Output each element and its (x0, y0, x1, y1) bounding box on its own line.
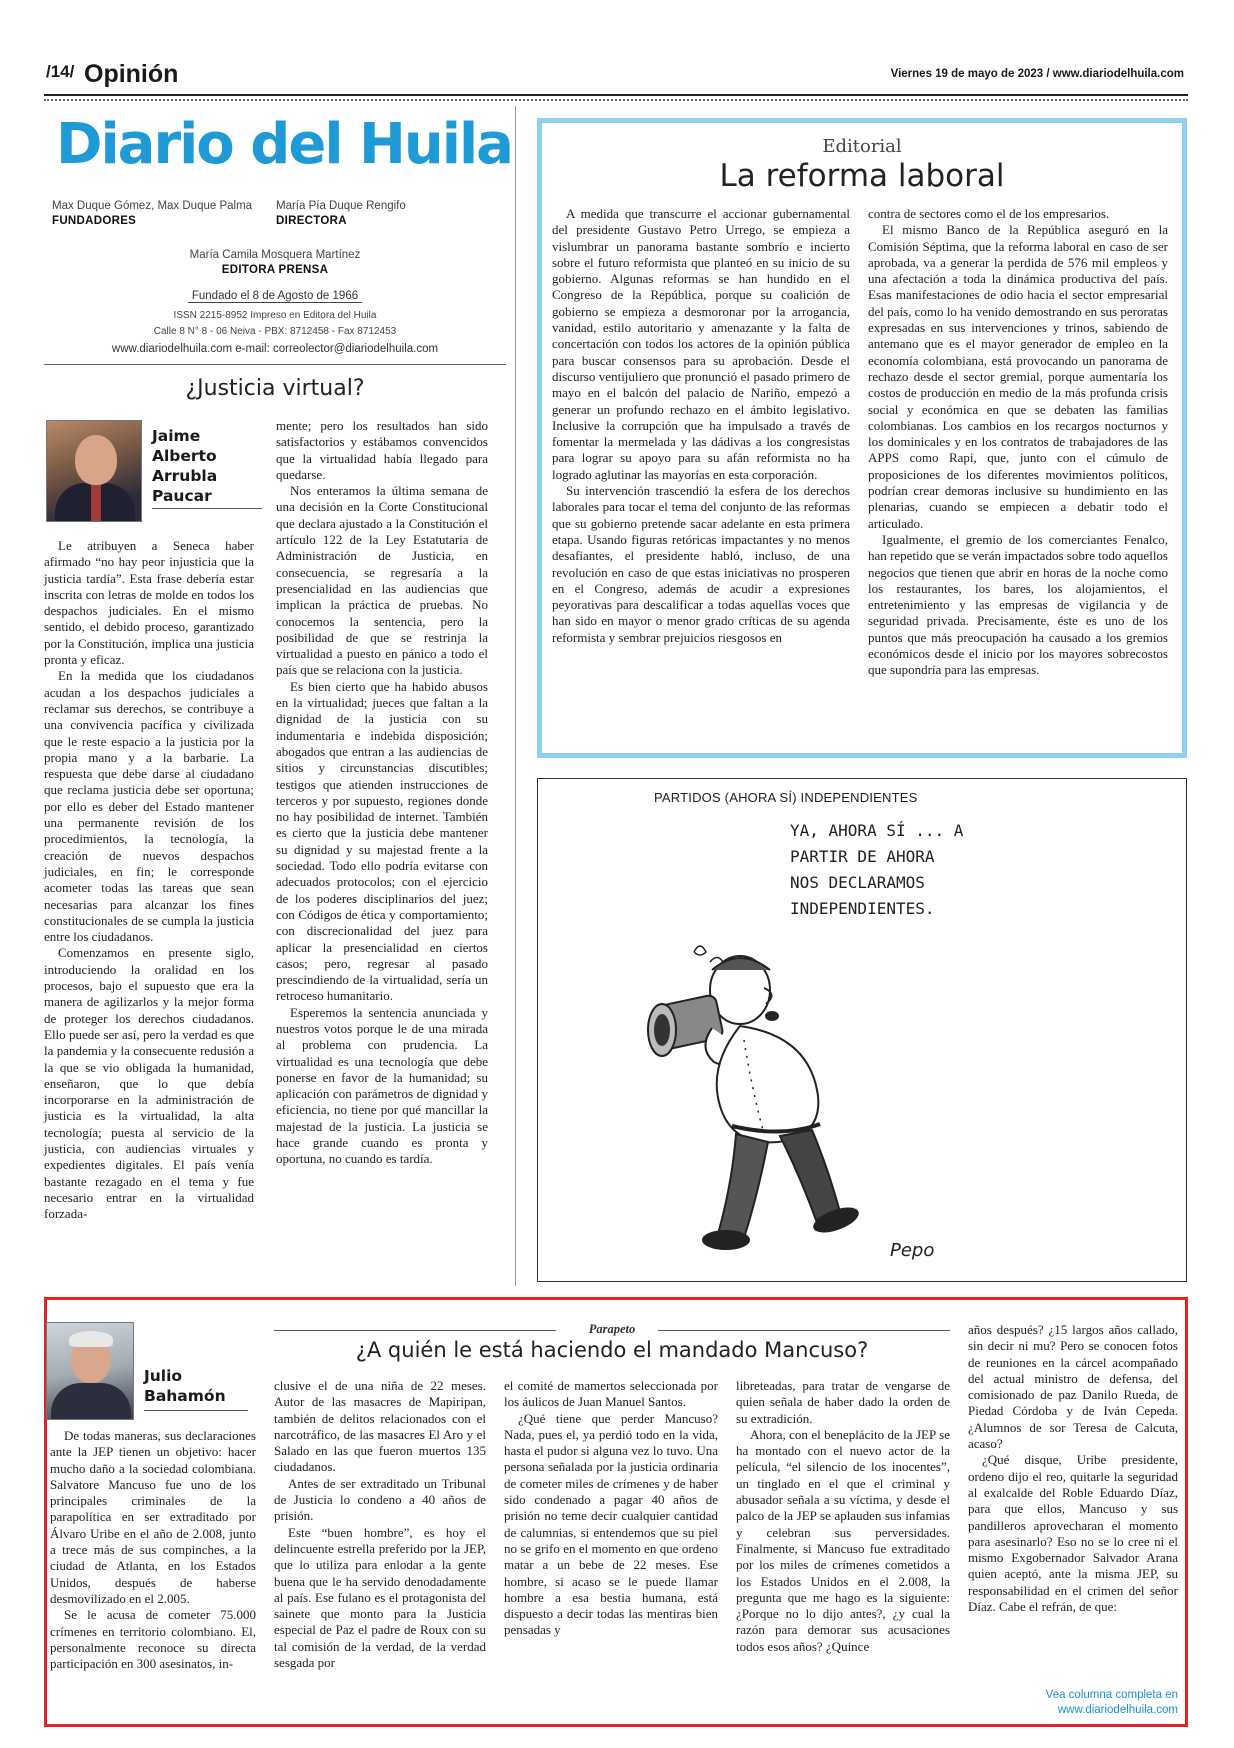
paragraph: libreteadas, para tratar de vengarse de quien señala de haber dado la orden de su extradición. (736, 1378, 950, 1426)
speech-line: YA, AHORA SÍ ... A (790, 821, 964, 840)
cartoon-signature: Pepo (890, 1240, 935, 1261)
parapeto-column-3 (504, 1378, 718, 1639)
editorial-title: La reforma laboral (719, 158, 1005, 194)
cartoon-illustration (640, 930, 970, 1270)
column-divider (515, 106, 516, 1286)
author-name-line: Alberto (152, 447, 217, 465)
paragraph: En la medida que los ciudadanos acudan a los despachos judiciales a reclamar sus derechos, se contribuye a una convivencia pacífica y civilizada que le reste espacio a la justicia por la propia mano y a la barbarie. La respuesta que debe darse al ciudadano que reclama justicia debe ser oportuna; por ello es deber del Estado mantener una permanente revisión de los procedimientos, la tecnología, la creación de nuevos despachos judiciales, en fin; le corresponde acometer todas las tareas que sean necesarias para alcanzar los fines constitucionales de se cumpla la justicia entre los ciudadanos. (44, 668, 254, 945)
address-line: Calle 8 N° 8 - 06 Neiva - PBX: 8712458 - Fax 8712453 (153, 326, 397, 337)
masthead-logo: Diario del Huila (56, 112, 512, 177)
director-role: DIRECTORA (276, 215, 347, 227)
editorial-column-2 (868, 206, 1168, 679)
article-column-2 (276, 418, 488, 1168)
paragraph: Nos enteramos la última semana de una decisión en la Corte Constitucional que declara ajustado a la Constitución el artículo 122 de la Ley Estatutaria de Administración de Justicia, en consecuencia, se regresaría a la presencialidad en las audiencias que implican la práctica de pruebas. No conocemos la sentencia, pero la posibilidad de que se restrinja la virtualidad a puesto en pánico a todo el país que se relaciona con la justicia. (276, 483, 488, 678)
speech-line: PARTIR DE AHORA (790, 847, 935, 866)
header-dotted-rule (44, 99, 1188, 101)
paragraph: años después? ¿15 largos años callado, sin decir ni mu? Pero se conocen fotos de reuniones en la cárcel acompañado del actual ministro de defensa, del comisionado de paz Danilo Rueda, de Piedad Córdoba y de Iván Cepeda. ¿Alumnos de sor Teresa de Calcuta, acaso? (968, 1322, 1178, 1452)
paragraph: El mismo Banco de la República aseguró en la Comisión Séptima, que la reforma laboral en caso de ser aprobada, va a generar la perdida de 576 mil empleos y una afectación a toda la dinámica productiva del país. Esas manifestaciones de odio hacia el sector empresarial del país, como lo ha venido demostrando en sus peroratas expresadas en sus intervenciones y trinos, sabiendo de antemano que es el mayor generador de empleo en la economía colombiana, está provocando un panorama de rechazo desde el sector gremial, porque aumentaría los costos de producción en medio de la más profunda crisis social y económica en que se debaten las familias colombianas. Los cambios en los recargos nocturnos y los dominicales y en los contratos de trabajadores de las APPS como Rapi, que, junto con el cúmulo de proposiciones de los diferentes movimientos políticos, podrían crear demoras inclusive su hundimiento en las plenarias, cuando se empiecen a debatir todo el articulado. (868, 222, 1168, 531)
author-name (144, 1366, 248, 1406)
author-name-line: Paucar (152, 487, 212, 505)
founders (52, 200, 262, 227)
paragraph: Es bien cierto que ha habido abusos en la virtualidad; jueces que faltan a la dignidad de la justicia con su indumentaria e indebida disposición; abogados que entran a las audiencias de sitios y circunstancias discutibles; testigos que atienden instrucciones de terceros y por supuesto, regiones donde no hay posibilidad de internet. También es cierto que la justicia debe mantener su dignidad y su majestad frente a la sociedad. Todo ello podría evitarse con adecuados protocolos; con el ejercicio de los poderes disciplinarios del juez; con Códigos de ética y comportamiento; con discrecionalidad del juez para aplicar la presencialidad en ciertos casos; pero, regresar al pasado prescindiendo de la virtualidad, sería un retroceso humanitario. (276, 678, 488, 1004)
header-rule (44, 94, 1188, 96)
speech-line: NOS DECLARAMOS (790, 873, 925, 892)
paragraph: A medida que transcurre el accionar gubernamental del presidente Gustavo Petro Urrego, se empieza a vislumbrar un panorama bastante sombrío e incierto sobre el futuro reformista que planteó en su inicio de su gobierno. Algunas reformas se han hundido en el Congreso de la República, porque su coalición de gobierno se empieza a desmoronar por la arrogancia, vanidad, estilo autoritario y amenazante y la falta de concertación con todos los actores de la opinión pública para buscar consensos para su aprobación. Desde el discurso ventijuliero que pronunció el pasado primero de mayo en el balcón del palacio de Nariño, empezó a generar un profundo rechazo en el ámbito legislativo. Inclusive la corrupción que ha impulsado a través de fomentar la mermelada y las dádivas a los congresistas para lograr su apoyo para su afán reformista no ha logrado aglutinar las mayorías en esta corporación. (552, 206, 850, 482)
paragraph: Igualmente, el gremio de los comerciantes Fenalco, han repetido que se verán impactados sobre todo aquellos negocios que tienen que abrir en horas de la noche como los restaurantes, los bares, los alojamientos, el entretenimiento y las empresas de vigilancia y de seguridad privada. Precisamente, éste es uno de los puntos que más preocupación ha causado a los gremios económicos desde el inicio por los mayores sobrecostos que supondría para las empresas. (868, 531, 1168, 678)
author-name-line: Bahamón (144, 1387, 226, 1405)
director-name: María Pía Duque Rengifo (276, 200, 406, 212)
author-photo (46, 1322, 134, 1420)
paragraph: ¿Qué tiene que perder Mancuso? Nada, pues el, ya perdió todo en la vida, hasta el pudor si alguna vez lo tuvo. Una persona señalada por la justicia ordinaria de cometer miles de crímenes y de haber sido condenado a pagar 40 años de prisión no teme decir cualquier cantidad de calumnias, si entendemos que su piel no se grifo en el momento en que ordeno matar a un bebe de 22 meses. Ese hombre, si acaso se le puede llamar hombre a esa bestia humana, está dispuesto a decir todas las mentiras bien pensadas y (504, 1410, 718, 1638)
article-column-1 (44, 538, 254, 1222)
director (276, 200, 476, 227)
column-label: Parapeto (588, 1322, 636, 1336)
founders-names: Max Duque Gómez, Max Duque Palma (52, 200, 253, 212)
author-rule (152, 508, 262, 509)
paragraph: clusive el de una niña de 22 meses. Autor de las masacres de Mapiripan, también de delitos relacionados con el narcotráfico, de las masacres El Aro y el Salado en las que fueron muertos 135 ciudadanos. (274, 1378, 486, 1475)
paragraph: Le atribuyen a Seneca haber afirmado “no hay peor injusticia que la justicia tardía”. Esta frase debería estar inscrita con letras de molde en todos los despachos judiciales. En el mismo sentido, el debido proceso, garantizado por la Constitución, implica una justicia pronta y eficaz. (44, 538, 254, 668)
paragraph: ¿Qué disque, Uribe presidente, ordeno dijo el reo, quitarle la seguridad al exalcalde del Roble Eduardo Díaz, para que ellos, Mancuso y sus pandilleros aprovecharan el momento para asesinarlo? Eso no se lo cree ni el mismo Exgobernador Salvador Arana quien aceptó, ante la misma JEP, su responsabilidad en el crimen del señor Díaz. Cabe el refrán, de que: (968, 1452, 1178, 1615)
author-photo (46, 420, 142, 522)
paragraph: mente; pero los resultados han sido satisfactorios y estábamos convencidos que la virtualidad había llegado para quedarse. (276, 418, 488, 482)
read-more-url[interactable]: www.diariodelhuila.com (1057, 1704, 1178, 1716)
dateline: Viernes 19 de mayo de 2023 / www.diariodelhuila.com (890, 68, 1184, 80)
editorial-label: Editorial (822, 136, 902, 157)
paragraph: Antes de ser extraditado un Tribunal de Justicia lo condeno a 40 años de prisión. (274, 1475, 486, 1524)
author-name-line: Arrubla (152, 467, 218, 485)
issn-line: ISSN 2215-8952 Impreso en Editora del Huila (173, 310, 377, 321)
paragraph: Se le acusa de cometer 75.000 crímenes en territorio colombiano. El, personalmente reconoce su directa participación en 300 asesinatos, in- (50, 1607, 256, 1672)
cartoon-speech (790, 818, 1030, 922)
imprint (44, 308, 506, 340)
masthead-rule (44, 364, 506, 365)
paragraph: contra de sectores como el de los empresarios. (868, 206, 1110, 221)
page-number: /14/ (46, 62, 75, 81)
editor-name: María Camila Mosquera Martínez (189, 249, 361, 261)
paragraph: Ahora, con el beneplácito de la JEP se ha montado con el nuevo actor de la película, “el silencio de los inocentes”, un tinglado en el que el criminal y abusador señala a su víctima, y desde el palco de la JEP se aplauden sus infamias y celebran sus perversidades. Finalmente, si Mancuso fue extraditado por los miles de crímenes cometidos a los Estados Unidos en el 2.008, la pregunta que me hago es la siguiente: ¿Porque no lo dijo antes?, ¿y cual la razón para demorar sus acusaciones todos esos años? ¿Quince (736, 1426, 950, 1654)
founded-date (44, 290, 506, 302)
editor (44, 249, 506, 276)
parapeto-column-2 (274, 1378, 486, 1671)
editor-role: EDITORA PRENSA (221, 264, 329, 276)
parapeto-column-5 (968, 1322, 1178, 1615)
author-name-line: Julio (144, 1367, 183, 1385)
contact-line[interactable]: www.diariodelhuila.com e-mail: correolector@diariodelhuila.com (111, 343, 439, 355)
paragraph: el comité de mamertos seleccionada por los áulicos de Juan Manuel Santos. (504, 1378, 718, 1410)
speech-line: INDEPENDIENTES. (790, 899, 935, 918)
article-title: ¿Justicia virtual? (185, 376, 365, 401)
parapeto-title: ¿A quién le está haciendo el mandado Mancuso? (355, 1338, 869, 1362)
paragraph: Este “buen hombre”, es hoy el delincuente estrella preferido por la JEP, que lo utiliza para enlodar a la gente buena que le ha servido denodadamente al país. Ese fulano es el protagonista del sainete que monto para la Justicia especial de Paz el padre de Roux con su tal comisión de la verdad, de la verdad sesgada por (274, 1524, 486, 1671)
author-rule (144, 1410, 248, 1411)
section-title: Opinión (84, 60, 179, 88)
parapeto-column-4 (736, 1378, 950, 1655)
editorial-column-1 (552, 206, 850, 646)
paragraph: Esperemos la sentencia anunciada y nuestros votos porque le de una mirada al problema con prudencia. La virtualidad es una tecnología que debe ponerse en favor de la humanidad; su aplicación con parámetros de dignidad y eficiencia, no tiene por qué mancillar la majestad de la justicia. La justicia se hace grande cuando es pronta y oportuna, no cuando es tardía. (276, 1004, 488, 1167)
paragraph: Comenzamos en presente siglo, introduciendo la oralidad en los procesos, bajo el supuesto que era la manera de agilizarlos y la mejor forma de proteger los derechos ciudadanos. Ello puede ser así, pero la verdad es que la pandemia y la consecuente redusión a la que se vio obligada la humanidad, enseñaron, que lo que debía incorporarse en la administración de justicia es la virtualidad, la alta tecnología; puesta al servicio de la justicia, con audiencias virtuales y expedientes digitales. El país venía bastante rezagado en el tema y fue necesario entrar en la virtualidad forzada- (44, 945, 254, 1222)
founded-text: Fundado el 8 de Agosto de 1966 (188, 290, 362, 303)
paragraph: De todas maneras, sus declaraciones ante la JEP tienen un objetivo: hacer mucho daño a la sociedad colombiana. Salvatore Mancuso fue uno de los principales criminales de la parapolítica en ser extraditado por Álvaro Uribe en el año de 2.008, junto a trece más de sus compinches, a la ciudad de Atlanta, en los Estados Unidos, después de haberse desmovilizado en el 2.005. (50, 1428, 256, 1606)
founders-role: FUNDADORES (52, 215, 137, 227)
author-name (152, 426, 262, 506)
parapeto-column-1 (50, 1428, 256, 1672)
read-more-text: Vea columna completa en (1045, 1689, 1178, 1701)
read-more-link[interactable] (968, 1688, 1178, 1718)
paragraph: Su intervención trascendió la esfera de los derechos laborales para tocar el tema del conjunto de las reformas que su gobierno pretende sacar adelante en esta primera etapa. Usando figuras retóricas impactantes y no menos desafiantes, el presidente habló, incluso, de una revolución en caso de que estas iniciativas no prosperen en el Congreso, además de acudir a expresiones peyorativas para descalificar a todas aquellas voces que han sido en mayor o menor grado críticas de su agenda reformista y sembrar prejuicios riesgosos en (552, 483, 850, 645)
author-name-line: Jaime (152, 427, 201, 445)
cartoon-title: PARTIDOS (AHORA SÍ) INDEPENDIENTES (654, 790, 918, 805)
